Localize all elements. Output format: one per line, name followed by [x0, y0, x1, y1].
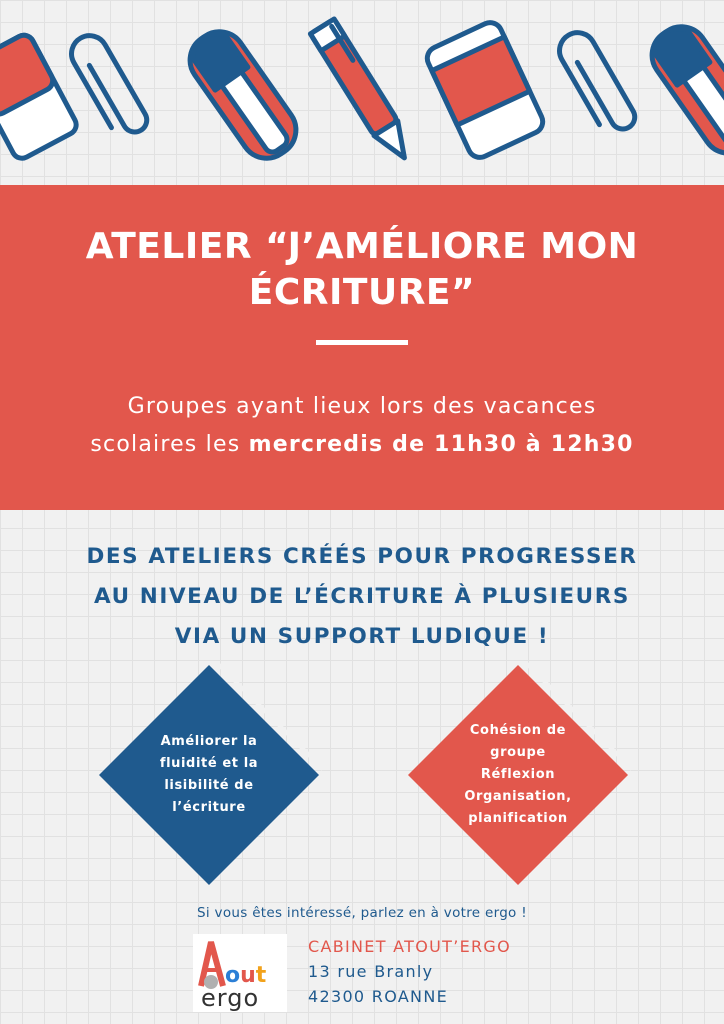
street: 13 rue Branly: [308, 962, 434, 981]
schedule-line: scolaires les mercredis de 11h30 à 12h30: [90, 432, 634, 457]
diamond-text-line: lisibilité de: [164, 778, 254, 793]
diamond-text-line: l’écriture: [172, 800, 246, 815]
goal-diamond-red: [405, 662, 631, 888]
diamond-text-line: Améliorer la: [160, 734, 258, 749]
diamond-text-line: fluidité et la: [159, 756, 259, 771]
stapler-icon: [642, 17, 724, 164]
eraser-icon: [423, 19, 546, 162]
eraser-icon: [0, 32, 80, 162]
headline-line: AU NIVEAU DE L’ÉCRITURE À PLUSIEURS: [94, 584, 630, 609]
city: 42300 ROANNE: [308, 987, 449, 1006]
headline: [20, 537, 704, 657]
diamond-text-line: groupe: [490, 745, 546, 760]
paperclip-icon: [553, 26, 639, 139]
atout-ergo-logo: [193, 934, 287, 1012]
diamond-text-line: Réflexion: [480, 767, 556, 782]
page-title: [0, 224, 724, 316]
call-to-action: Si vous êtes intéressé, parlez en à votre ergo !: [197, 905, 527, 921]
goal-diamond-blue: [96, 662, 322, 888]
schedule-text: [20, 388, 704, 464]
address-block: [308, 934, 511, 1009]
schedule-highlight: mercredis de 11h30 à 12h30: [248, 432, 634, 457]
cabinet-name: CABINET ATOUT’ERGO: [308, 937, 512, 956]
svg-text:out: out: [225, 963, 267, 988]
title-line: ATELIER “J’AMÉLIORE MON: [85, 226, 639, 267]
svg-text:ergo: ergo: [201, 984, 260, 1012]
headline-line: DES ATELIERS CRÉÉS POUR PROGRESSER: [86, 544, 638, 569]
diamond-text-line: Organisation,: [464, 789, 572, 804]
stapler-icon: [180, 22, 306, 169]
stationery-decoration: [0, 0, 724, 185]
diamond-text-line: planification: [468, 811, 568, 826]
schedule-line: Groupes ayant lieux lors des vacances: [127, 394, 597, 419]
title-line: ÉCRITURE”: [248, 272, 476, 313]
pen-icon: [310, 19, 416, 165]
diamond-text-line: Cohésion de: [469, 723, 567, 738]
title-divider: [316, 340, 408, 345]
headline-line: VIA UN SUPPORT LUDIQUE !: [174, 624, 550, 649]
